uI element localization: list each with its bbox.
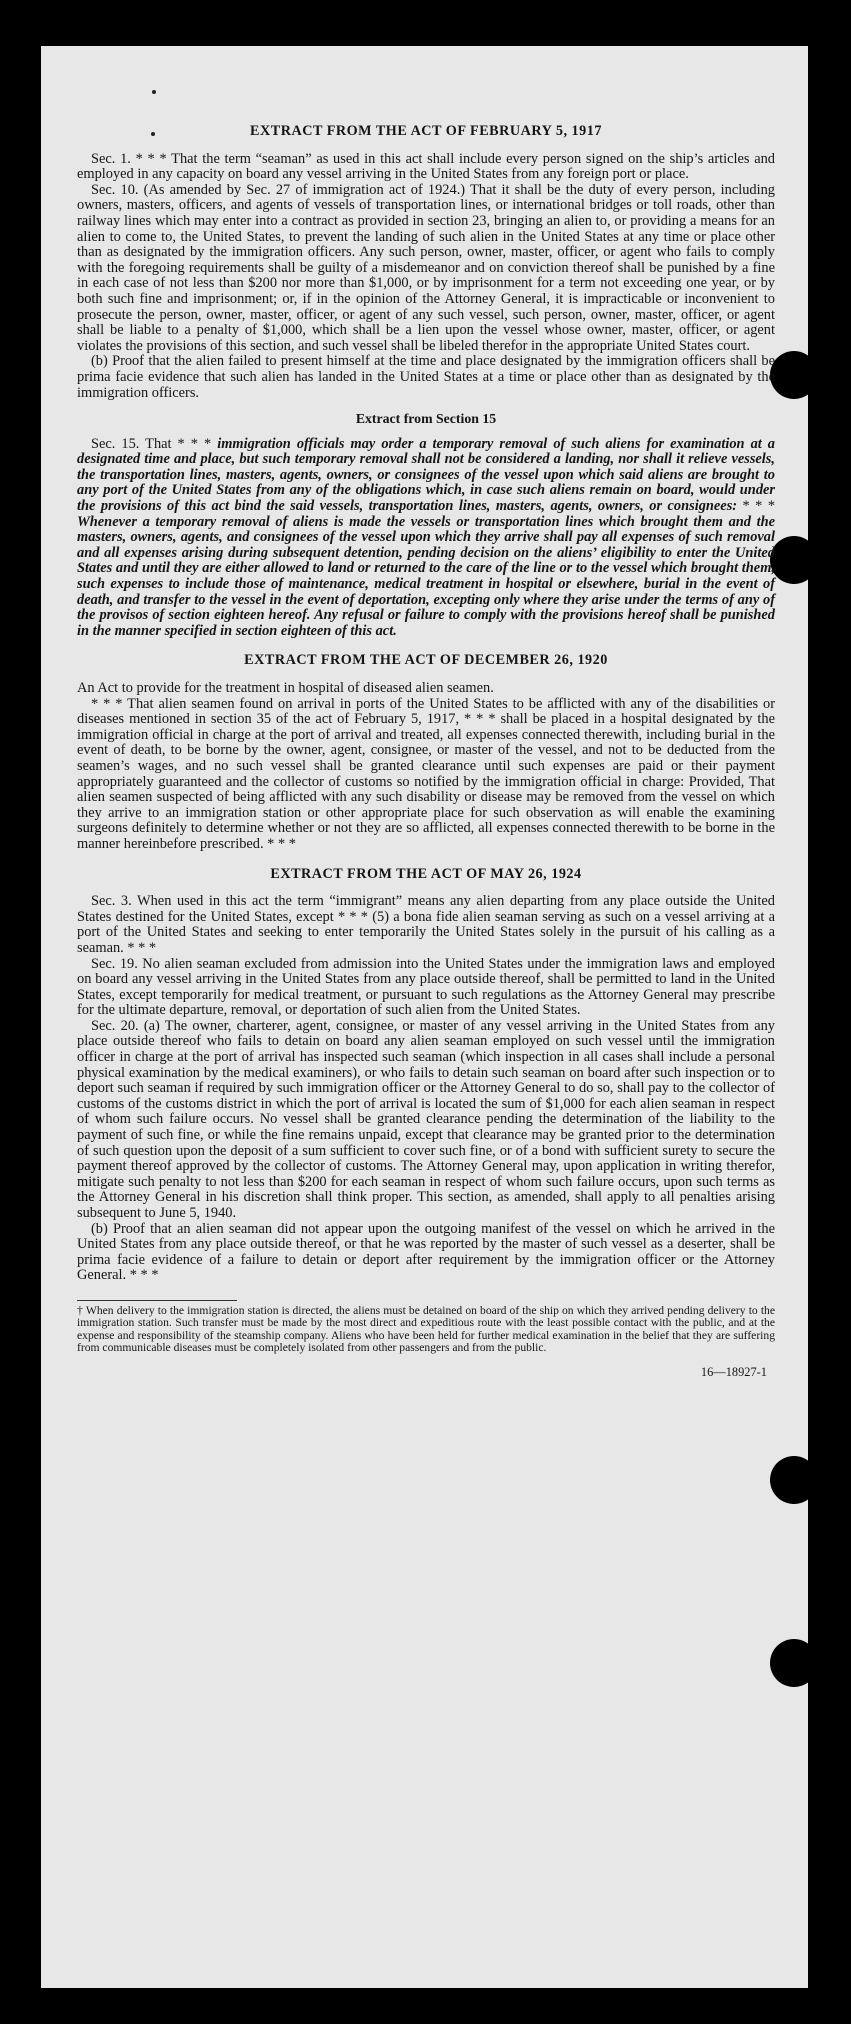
paragraph-act-title: An Act to provide for the treatment in hospital of diseased alien seamen. [77,680,494,696]
punch-hole [770,351,808,399]
heading-act-1920: EXTRACT FROM THE ACT OF DECEMBER 26, 1920 [244,652,608,669]
heading-act-1924: EXTRACT FROM THE ACT OF MAY 26, 1924 [270,865,582,882]
document-page [41,46,808,1988]
punch-hole [770,536,808,584]
heading-act-1917: EXTRACT FROM THE ACT OF FEBRUARY 5, 1917 [250,123,602,139]
heading-section-15: Extract from Section 15 [355,411,497,427]
paragraph-sec-20-a: Sec. 20. (a) The owner, charterer, agent, consignee, or master of any vessel arriving in the United States from any place outside thereof who fails to detain on board any alien seaman employed on such vessel until the immigration officer in charge at the port of arrival has inspected such seaman (which inspection in all cases shall include a personal physical examination by the medical examiners), or who fails to detain such seaman on board after such inspection or to deport such seaman if required by such immigration officer or the Attorney General to do so, shall pay to the collector of customs of the customs district in which the port of arrival is located the sum of $1,000 for each alien seaman in respect of whom such failure occurs. No vessel shall be granted clearance pending the determination of the liability to the payment of such fine, or while the fine remains unpaid, except that clearance may be granted prior to the determination of such question upon the deposit of a sum sufficient to cover such fine, or of a bond with sufficient surety to secure the payment thereof approved by the collector of customs. The Attorney General may, upon application in writing therefor, mitigate such penalty to not less than $200 for each seaman in respect of whom such failure occurs, upon such terms as the Attorney General in his discretion shall think proper. This section, as amended, shall apply to all penalties arising subsequent to June 5, 1940. [77,1017,775,1221]
document-body [77,124,775,1380]
sec-15-text-b: Whenever a temporary removal of aliens is made the vessels or transportation lines which brought them and the masters, owners, agents, and consignees of the vessel upon which they arrive shall pay all expenses of such removal and all expenses arising during subsequent detention, pending decision on the aliens’ eligibility to enter the United States and until they are either allowed to land or returned to the care of the line or to the vessel which brought them, such expenses to include those of maintenance, medical treatment in hospital or elsewhere, burial in the event of death, and transfer to the vessel in the event of deportation, excepting only where they arise under the terms of any of the provisos of section eighteen hereof. Any refusal or failure to comply with the provisions hereof shall be punished in the manner specified in section eighteen of this act. [77,513,775,639]
paragraph-sec-10: Sec. 10. (As amended by Sec. 27 of immigration act of 1924.) That it shall be the duty of every person, including owners, masters, officers, and agents of vessels of transportation lines, or international bridges or toll roads, other than railway lines which may enter into a contract as provided in section 23, bringing an alien to, or providing a means for an alien to come to, the United States, to prevent the landing of such alien in the United States at any time or place other than as designated by the immigration officers. Any such person, owner, master, officer, or agent who fails to comply with the foregoing requirements shall be guilty of a misdemeanor and on conviction thereof shall be punished by a fine in each case of not less than $200 nor more than $1,000, or by imprisonment for a term not exceeding one year, or by both such fine and imprisonment; or, if in the opinion of the Attorney General, it is impracticable or inconvenient to prosecute the person, owner, master, officer, or agent of any such vessel, such person, owner, master, officer, or agent shall be liable to a penalty of $1,000, which shall be a lien upon the vessel whose owner, master, officer, or agent violates the provisions of this section, and such vessel shall be libeled therefor in the appropriate United States court. [77,181,775,354]
sec-15-lead: Sec. 15. That * * * [91,435,212,452]
page-speck [152,90,156,94]
paragraph-sec-10-b: (b) Proof that the alien failed to present himself at the time and place designated by the immigration officers shall be prima facie evidence that such alien has landed in the United States at a time or place other than as designated by the immigration officers. [77,353,775,401]
paragraph-sec-20-b: (b) Proof that an alien seaman did not appear upon the outgoing manifest of the vessel on which he arrived in the United States from any place outside thereof, or that he was reported by the master of such vessel as a deserter, shall be prima facie evidence of a failure to detain or deport after requirement by the immigration officer or the Attorney General. * * * [77,1220,775,1284]
punch-hole [770,1456,808,1504]
paragraph-sec-19: Sec. 19. No alien seaman excluded from admission into the United States under the immigration laws and employed on board any vessel arriving in the United States from any place outside thereof, shall be permitted to land in the United States, except temporarily for medical treatment, or pursuant to such regulations as the Attorney General may prescribe for the ultimate departure, removal, or deportation of such alien from the United States. [77,955,775,1019]
paragraph-sec-1: Sec. 1. * * * That the term “seaman” as used in this act shall include every person signed on the ship’s articles and employed in any capacity on board any vessel arriving in the United States from any foreign port or place. [77,150,775,183]
paragraph-sec-3: Sec. 3. When used in this act the term “immigrant” means any alien departing from any place outside the United States destined for the United States, except * * * (5) a bona fide alien seaman serving as such on a vessel arriving at a port of the United States and seeking to enter temporarily the United States solely in the pursuit of his calling as a seaman. * * * [77,893,775,956]
punch-hole [770,1639,808,1687]
paragraph-1920-body: * * * That alien seamen found on arrival in ports of the United States to be afflicted with any of the disabilities or diseases mentioned in section 35 of the act of February 5, 1917, * * * shall be placed in a hospital designated by the immigration official in charge at the port of arrival and treated, all expenses connected therewith, including burial in the event of death, to be borne by the owner, agent, consignee, or master of the vessel, and not to be deducted from the seamen’s wages, and no such vessel shall be granted clearance until such expenses are paid or their payment appropriately guaranteed and the collector of customs so notified by the immigration official in charge: Provided, That alien seamen suspected of being afflicted with any such disability or disease may be removed from the vessel on which they arrive to an immigration station or other appropriate place for such observation as will enable the examining surgeons definitely to determine whether or not they are so afflicted, all expenses connected therewith to be borne in the manner hereinbefore prescribed. * * * [77,695,775,852]
footnote: † When delivery to the immigration station is directed, the aliens must be detained on board of the ship on which they arrived pending delivery to the immigration station. Such transfer must be made by the most direct and expeditious route with the least possible contact with the public, and at the expense and responsibility of the steamship company. Aliens who have been held for further medical examination in the belief that they are suffering from communicable diseases must be completely isolated from other passengers and from the public. [77,1303,775,1355]
sec-15-text-a: immigration officials may order a temporary removal of such aliens for examination at a designated time and place, but such temporary removal shall not be considered a landing, nor shall it relieve vessels, the transportation lines, masters, agents, owners, or consignees of the vessel upon which said aliens are brought to any port of the United States from any of the obligations which, in case such aliens remain on board, would under the provisions of this act bind the said vessels, transportation lines, masters, agents, owners, or consignees: [77,435,775,515]
footnote-divider [77,1300,237,1301]
paragraph-sec-15 [77,437,775,640]
sec-15-ellipsis: * * * [742,498,776,515]
form-number: 16—18927-1 [700,1364,767,1379]
